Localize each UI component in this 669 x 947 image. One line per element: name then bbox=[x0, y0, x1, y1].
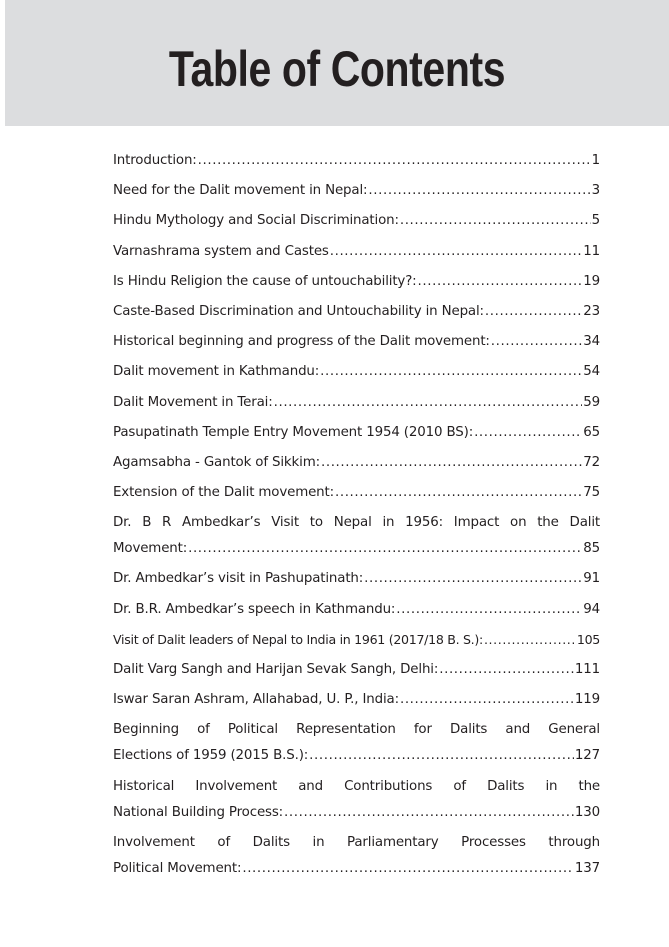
toc-entry-introduction[interactable] bbox=[113, 148, 600, 174]
toc-entry-historical-beginning[interactable] bbox=[113, 329, 600, 355]
table-of-contents bbox=[113, 148, 600, 886]
toc-entry-page: 91 bbox=[583, 571, 600, 587]
toc-entry-title: Dalit movement in Kathmandu: bbox=[113, 364, 320, 380]
toc-entry-page: 111 bbox=[574, 662, 600, 677]
toc-entry-page: 34 bbox=[583, 334, 600, 350]
toc-entry-page: 75 bbox=[583, 485, 600, 501]
toc-entry-iswar-saran-ashram[interactable] bbox=[113, 687, 600, 713]
dot-leader bbox=[320, 359, 582, 385]
dot-leader bbox=[439, 657, 574, 683]
toc-entry-page: 59 bbox=[583, 394, 600, 410]
toc-entry-page: 54 bbox=[583, 364, 600, 380]
dot-leader bbox=[396, 597, 582, 623]
toc-entry-pasupatinath-temple-entry[interactable] bbox=[113, 420, 600, 446]
dot-leader bbox=[321, 450, 582, 476]
toc-entry-title: Introduction: bbox=[113, 153, 197, 168]
toc-entry-title: Dr. B.R. Ambedkar’s speech in Kathmandu: bbox=[113, 601, 396, 617]
toc-entry-visit-dalit-leaders-india-1961[interactable] bbox=[113, 627, 600, 653]
toc-entry-page: 137 bbox=[574, 860, 600, 876]
toc-entry-dalit-movement-terai[interactable] bbox=[113, 390, 600, 416]
toc-entry-page: 72 bbox=[583, 454, 600, 470]
toc-entry-title: Need for the Dalit movement in Nepal: bbox=[113, 183, 368, 199]
dot-leader bbox=[485, 299, 582, 325]
toc-entry-title-line1: Dr. B R Ambedkar’s Visit to Nepal in 1956: Impact on the Dalit bbox=[113, 515, 600, 531]
toc-entry-political-representation-1959[interactable] bbox=[113, 717, 600, 769]
toc-entry-page: 105 bbox=[576, 631, 600, 647]
toc-entry-page: 127 bbox=[574, 748, 600, 764]
dot-leader bbox=[400, 687, 574, 713]
toc-entry-page: 19 bbox=[583, 273, 600, 289]
toc-entry-dalit-movement-kathmandu[interactable] bbox=[113, 359, 600, 385]
toc-entry-title: Dr. Ambedkar’s visit in Pashupatinath: bbox=[113, 571, 364, 587]
toc-entry-title-line2: Movement: bbox=[113, 541, 188, 557]
dot-leader bbox=[364, 566, 582, 592]
toc-entry-ambedkar-visit-pashupatinath[interactable] bbox=[113, 566, 600, 592]
toc-entry-page: 94 bbox=[583, 601, 600, 617]
toc-entry-parliamentary-processes[interactable] bbox=[113, 830, 600, 882]
dot-leader bbox=[491, 329, 582, 355]
toc-entry-hindu-mythology[interactable] bbox=[113, 208, 600, 234]
toc-entry-page: 5 bbox=[591, 213, 600, 229]
toc-entry-title: Pasupatinath Temple Entry Movement 1954 (2010 BS): bbox=[113, 424, 474, 440]
title-banner bbox=[5, 0, 669, 126]
toc-entry-page: 11 bbox=[583, 243, 600, 259]
dot-leader bbox=[242, 856, 574, 882]
toc-entry-title: Historical beginning and progress of the Dalit movement: bbox=[113, 334, 490, 350]
toc-entry-page: 85 bbox=[583, 541, 600, 557]
page-title: Table of Contents bbox=[168, 41, 506, 97]
toc-entry-title: Hindu Mythology and Social Discrimination: bbox=[113, 213, 399, 229]
toc-entry-title: Varnashrama system and Castes bbox=[113, 243, 329, 259]
toc-entry-agamsabha-gantok[interactable] bbox=[113, 450, 600, 476]
toc-entry-page: 130 bbox=[574, 804, 600, 820]
toc-entry-page: 23 bbox=[583, 303, 600, 319]
toc-entry-title-line2: Elections of 1959 (2015 B.S.): bbox=[113, 748, 309, 764]
dot-leader bbox=[474, 420, 582, 446]
toc-entry-title: Iswar Saran Ashram, Allahabad, U. P., India: bbox=[113, 692, 399, 708]
toc-entry-page: 65 bbox=[583, 424, 600, 440]
dot-leader bbox=[274, 390, 583, 416]
toc-entry-page: 1 bbox=[591, 153, 600, 168]
toc-entry-title-line2: National Building Process: bbox=[113, 804, 284, 820]
toc-entry-title: Dalit Movement in Terai: bbox=[113, 394, 273, 410]
toc-entry-title: Agamsabha - Gantok of Sikkim: bbox=[113, 454, 320, 470]
dot-leader bbox=[418, 269, 583, 295]
toc-entry-title: Extension of the Dalit movement: bbox=[113, 485, 334, 501]
toc-entry-title: Is Hindu Religion the cause of untouchability?: bbox=[113, 273, 417, 289]
toc-entry-title-line1: Historical Involvement and Contributions of Dalits in the bbox=[113, 778, 600, 794]
dot-leader bbox=[335, 480, 582, 506]
toc-entry-historical-involvement-nation-building[interactable] bbox=[113, 774, 600, 826]
toc-entry-page: 3 bbox=[591, 183, 600, 199]
toc-entry-title: Visit of Dalit leaders of Nepal to India in 1961 (2017/18 B. S.): bbox=[113, 631, 483, 647]
toc-entry-extension-dalit-movement[interactable] bbox=[113, 480, 600, 506]
dot-leader bbox=[309, 743, 574, 769]
dot-leader bbox=[400, 208, 591, 234]
dot-leader bbox=[368, 178, 590, 204]
toc-entry-varnashrama[interactable] bbox=[113, 239, 600, 265]
toc-entry-ambedkar-speech-kathmandu[interactable] bbox=[113, 597, 600, 623]
toc-entry-title-line1: Beginning of Political Representation for Dalits and General bbox=[113, 722, 600, 738]
toc-entry-dalit-varg-sangh[interactable] bbox=[113, 657, 600, 683]
dot-leader bbox=[188, 536, 582, 562]
toc-entry-hindu-religion-untouchability[interactable] bbox=[113, 269, 600, 295]
toc-entry-ambedkar-visit-nepal-1956[interactable] bbox=[113, 510, 600, 562]
toc-entry-need-for-dalit-movement[interactable] bbox=[113, 178, 600, 204]
toc-entry-page: 119 bbox=[574, 692, 600, 708]
toc-entry-caste-based-discrimination[interactable] bbox=[113, 299, 600, 325]
toc-entry-title: Dalit Varg Sangh and Harijan Sevak Sangh, Delhi: bbox=[113, 662, 439, 677]
toc-entry-title-line1: Involvement of Dalits in Parliamentary Processes through bbox=[113, 834, 600, 850]
dot-leader bbox=[484, 627, 576, 653]
toc-entry-title: Caste-Based Discrimination and Untouchability in Nepal: bbox=[113, 303, 484, 319]
dot-leader bbox=[330, 239, 583, 265]
dot-leader bbox=[198, 148, 591, 174]
dot-leader bbox=[284, 800, 574, 826]
toc-entry-title-line2: Political Movement: bbox=[113, 860, 242, 876]
